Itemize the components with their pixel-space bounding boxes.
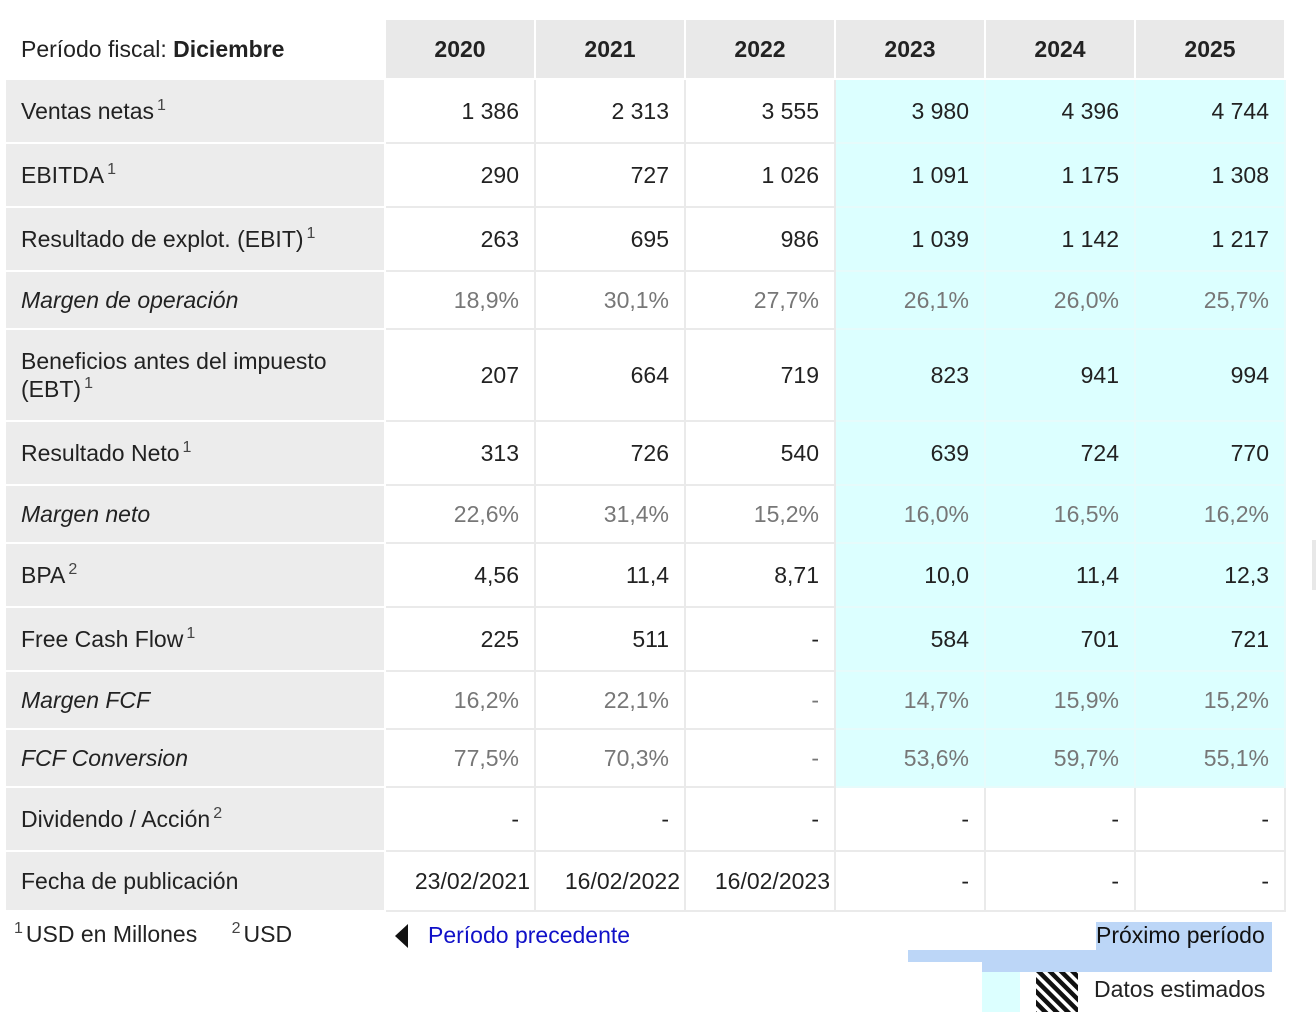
financial-table (4, 18, 1286, 912)
cell-2024: 15,9% (985, 671, 1135, 729)
cell-2022: 16/02/2023 (685, 851, 835, 911)
cell-2025: 4 744 (1135, 79, 1285, 143)
footnote-2 (232, 921, 292, 947)
row-ventas-netas (5, 79, 1285, 143)
cell-2024: 59,7% (985, 729, 1135, 787)
row-label-text: Margen neto (21, 500, 151, 527)
row-label (5, 271, 385, 329)
cell-2020: 77,5% (385, 729, 535, 787)
row-label (5, 729, 385, 787)
cell-2024: 4 396 (985, 79, 1135, 143)
cell-2025: 55,1% (1135, 729, 1285, 787)
cell-2024: 1 142 (985, 207, 1135, 271)
row-label-line1: Beneficios antes del impuesto (21, 347, 327, 374)
cell-2025: 25,7% (1135, 271, 1285, 329)
footnote-ref: 1 (84, 374, 93, 392)
year-header-2024: 2024 (985, 19, 1135, 79)
cell-2025: 721 (1135, 607, 1285, 671)
cell-2023: 53,6% (835, 729, 985, 787)
footnote-1-text: USD en Millones (25, 921, 198, 947)
next-period-highlight-tail (982, 962, 1272, 972)
cell-2020: 18,9% (385, 271, 535, 329)
cell-2023: 3 980 (835, 79, 985, 143)
row-label-text: Free Cash Flow (21, 626, 184, 652)
row-label-text: Resultado de explot. (EBIT) (21, 226, 304, 252)
year-header-2023: 2023 (835, 19, 985, 79)
footnote-1 (14, 921, 197, 947)
cell-2025: 770 (1135, 421, 1285, 485)
row-ebt (5, 329, 1285, 421)
cell-2020: 1 386 (385, 79, 535, 143)
footnote-1-mark: 1 (14, 920, 23, 937)
row-bpa (5, 543, 1285, 607)
cell-2023: 639 (835, 421, 985, 485)
cell-2022: 540 (685, 421, 835, 485)
row-label (5, 143, 385, 207)
row-ebitda (5, 143, 1285, 207)
footnote-2-text: USD (243, 921, 293, 947)
cell-2025: - (1135, 787, 1285, 851)
cell-2021: 695 (535, 207, 685, 271)
cell-2020: 4,56 (385, 543, 535, 607)
cell-2021: 727 (535, 143, 685, 207)
row-label (5, 851, 385, 911)
cell-2020: - (385, 787, 535, 851)
cell-2020: 16,2% (385, 671, 535, 729)
cell-2022: 3 555 (685, 79, 835, 143)
estimate-color-swatch (982, 972, 1020, 1012)
fiscal-period-header (5, 19, 385, 79)
triangle-left-icon (395, 924, 408, 948)
cell-2020: 23/02/2021 (385, 851, 535, 911)
row-label-text: Margen de operación (21, 286, 239, 313)
year-header-2021: 2021 (535, 19, 685, 79)
fiscal-period-label: Período fiscal: (21, 35, 174, 62)
cell-2023: - (835, 851, 985, 911)
cell-2022: - (685, 607, 835, 671)
footnote-ref: 2 (68, 561, 78, 578)
cell-2022: 15,2% (685, 485, 835, 543)
previous-period-link[interactable] (395, 922, 630, 949)
cell-2021: 11,4 (535, 543, 685, 607)
cell-2025: 15,2% (1135, 671, 1285, 729)
cell-2020: 290 (385, 143, 535, 207)
cell-2020: 207 (385, 329, 535, 421)
row-margen-fcf (5, 671, 1285, 729)
cell-2023: 1 039 (835, 207, 985, 271)
cell-2025: - (1135, 851, 1285, 911)
hatch-pattern-icon (1036, 972, 1078, 1012)
row-free-cash-flow (5, 607, 1285, 671)
row-label (5, 485, 385, 543)
cell-2021: 2 313 (535, 79, 685, 143)
cell-2022: - (685, 787, 835, 851)
footnote-ref: 1 (182, 439, 192, 456)
cell-2025: 1 308 (1135, 143, 1285, 207)
row-fcf-conversion (5, 729, 1285, 787)
row-label-text: Dividendo / Acción (21, 806, 211, 832)
previous-period-label: Período precedente (428, 922, 631, 948)
estimated-data-label: Datos estimados (1094, 976, 1266, 1002)
cell-2021: 70,3% (535, 729, 685, 787)
cell-2025: 994 (1135, 329, 1285, 421)
row-label-text: Resultado Neto (21, 440, 180, 466)
row-margen-neto (5, 485, 1285, 543)
cell-2025: 12,3 (1135, 543, 1285, 607)
cell-2021: 664 (535, 329, 685, 421)
row-label (5, 421, 385, 485)
cell-2024: 26,0% (985, 271, 1135, 329)
cell-2023: 584 (835, 607, 985, 671)
row-fecha-publicacion (5, 851, 1285, 911)
footnote-ref: 2 (213, 805, 223, 822)
cell-2024: 724 (985, 421, 1135, 485)
cell-2021: 726 (535, 421, 685, 485)
footnote-2-mark: 2 (231, 920, 241, 937)
year-header-2020: 2020 (385, 19, 535, 79)
cell-2020: 225 (385, 607, 535, 671)
cell-2022: - (685, 671, 835, 729)
next-period-link[interactable]: Próximo período (1096, 922, 1265, 948)
cell-2021: 511 (535, 607, 685, 671)
cell-2023: 1 091 (835, 143, 985, 207)
row-ebit (5, 207, 1285, 271)
cell-2024: 941 (985, 329, 1135, 421)
cell-2022: - (685, 729, 835, 787)
cell-2022: 1 026 (685, 143, 835, 207)
cell-2022: 719 (685, 329, 835, 421)
cell-2023: 10,0 (835, 543, 985, 607)
footnote-ref: 1 (107, 161, 116, 178)
cell-2022: 27,7% (685, 271, 835, 329)
row-margen-operacion (5, 271, 1285, 329)
row-dividendo-accion (5, 787, 1285, 851)
row-label-text: EBITDA (21, 162, 105, 188)
row-resultado-neto (5, 421, 1285, 485)
footnote-ref: 1 (186, 625, 196, 642)
cell-2023: 14,7% (835, 671, 985, 729)
footnote-ref: 1 (306, 225, 316, 242)
cell-2021: - (535, 787, 685, 851)
row-label (5, 329, 385, 421)
cell-2023: - (835, 787, 985, 851)
cell-2021: 30,1% (535, 271, 685, 329)
cell-2024: 16,5% (985, 485, 1135, 543)
cell-2024: - (985, 851, 1135, 911)
cell-2021: 31,4% (535, 485, 685, 543)
row-label (5, 607, 385, 671)
cell-2023: 26,1% (835, 271, 985, 329)
cell-2024: 11,4 (985, 543, 1135, 607)
row-label (5, 207, 385, 271)
row-label-text: Fecha de publicación (21, 867, 239, 894)
row-label (5, 543, 385, 607)
cell-2024: - (985, 787, 1135, 851)
cell-2022: 986 (685, 207, 835, 271)
fiscal-period-value: Diciembre (173, 35, 285, 62)
row-label-text: FCF Conversion (21, 744, 189, 771)
row-label (5, 787, 385, 851)
cell-2022: 8,71 (685, 543, 835, 607)
cell-2020: 22,6% (385, 485, 535, 543)
scroll-edge-marker (1312, 540, 1316, 590)
cell-2020: 263 (385, 207, 535, 271)
year-header-2025: 2025 (1135, 19, 1285, 79)
cell-2023: 16,0% (835, 485, 985, 543)
row-label-text: Margen FCF (21, 686, 151, 713)
cell-2025: 1 217 (1135, 207, 1285, 271)
cell-2021: 22,1% (535, 671, 685, 729)
cell-2025: 16,2% (1135, 485, 1285, 543)
year-header-2022: 2022 (685, 19, 835, 79)
row-label (5, 671, 385, 729)
row-label-text: BPA (21, 562, 66, 588)
cell-2024: 1 175 (985, 143, 1135, 207)
footnote-ref: 1 (157, 97, 166, 114)
row-label-text: Ventas netas (21, 98, 154, 124)
cell-2020: 313 (385, 421, 535, 485)
next-period-highlight-lower (908, 950, 1272, 962)
header-row (5, 19, 1285, 79)
row-label (5, 79, 385, 143)
row-label-line2: (EBT) (21, 375, 82, 402)
footnotes (14, 920, 320, 948)
cell-2024: 701 (985, 607, 1135, 671)
cell-2021: 16/02/2022 (535, 851, 685, 911)
cell-2023: 823 (835, 329, 985, 421)
